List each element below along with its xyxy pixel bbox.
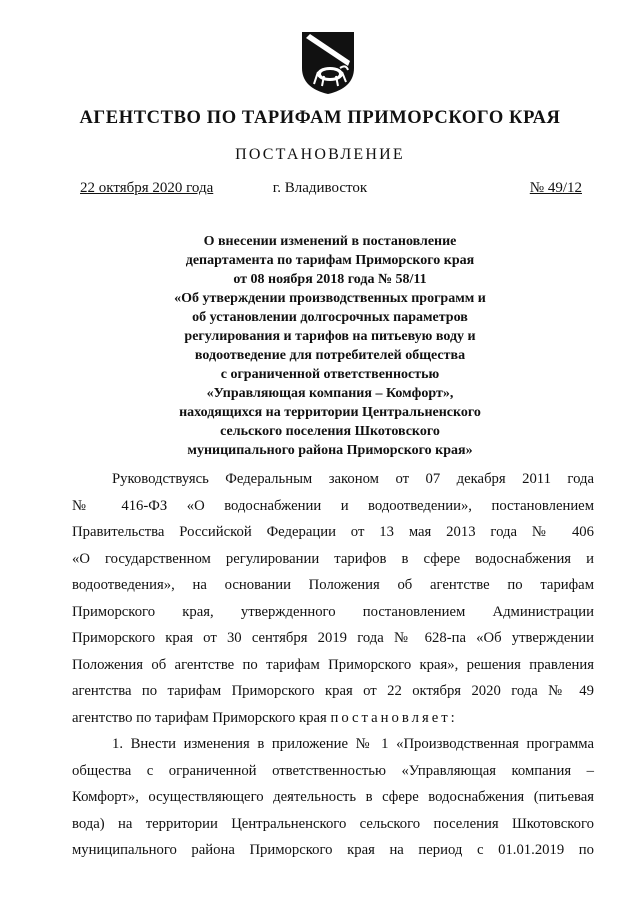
title-line: регулирования и тарифов на питьевую воду и: [184, 329, 476, 344]
body-line: Правительства Российской Федерации от 13 мая 2013 года № 406: [72, 524, 594, 540]
decree-city: г. Владивосток: [272, 180, 368, 196]
body-line: муниципального района Приморского края на период с 01.01.2019 по: [72, 842, 594, 858]
body-line: Комфорт», осуществляющего деятельность в сфере водоснабжения (питьевая: [72, 789, 594, 805]
decree-date: 22 октября 2020 года: [80, 180, 214, 196]
body-line: вода) на территории Центральненского сельского поселения Шкотовского: [72, 815, 594, 832]
title-line: департамента по тарифам Приморского края: [185, 253, 475, 268]
title-line: с ограниченной ответственностью: [220, 367, 440, 382]
title-line: «Управляющая компания – Комфорт»,: [206, 386, 454, 401]
resolves-verb: постановляет:: [330, 709, 458, 726]
body-line: Приморского края, утвержденного постановлением Администрации: [72, 603, 594, 620]
body-line: Положения об агентстве по тарифам Приморского края», решения правления: [72, 656, 594, 673]
title-line: О внесении изменений в постановление: [203, 234, 457, 249]
body-line: «О государственном регулировании тарифов в сфере водоснабжения и: [72, 550, 594, 567]
decree-title: [110, 232, 550, 460]
document-type: ПОСТАНОВЛЕНИЕ: [235, 146, 405, 163]
decree-body: [72, 466, 594, 864]
body-line: водоотведения», на основании Положения об агентстве по тарифам: [72, 577, 594, 593]
body-line: № 416-ФЗ «О водоснабжении и водоотведении», постановлением: [72, 497, 594, 514]
title-line: «Об утверждении производственных программ и: [174, 291, 486, 306]
title-line: сельского поселения Шкотовского: [220, 424, 440, 439]
title-line: находящихся на территории Центральненского: [179, 405, 481, 420]
body-line: Руководствуясь Федеральным законом от 07 декабря 2011 года: [112, 471, 594, 487]
title-line: об установлении долгосрочных параметров: [192, 310, 468, 325]
title-line: водоотведение для потребителей общества: [194, 348, 466, 363]
body-line: 1. Внести изменения в приложение № 1 «Производственная программа: [112, 736, 594, 752]
title-line: от 08 ноября 2018 года № 58/11: [233, 272, 427, 287]
coat-of-arms-emblem: [296, 28, 360, 96]
body-line: агентства по тарифам Приморского края от 22 октября 2020 года № 49: [72, 683, 594, 699]
title-line: муниципального района Приморского края»: [187, 443, 473, 458]
body-line-final: [72, 705, 594, 732]
body-line: Приморского края от 30 сентября 2019 года № 628-па «Об утверждении: [72, 630, 594, 646]
agency-name: АГЕНТСТВО ПО ТАРИФАМ ПРИМОРСКОГО КРАЯ: [79, 108, 561, 128]
decree-number: № 49/12: [529, 180, 582, 196]
body-line: общества с ограниченной ответственностью «Управляющая компания –: [72, 762, 594, 779]
body-line-text: агентство по тарифам Приморского края: [72, 709, 327, 726]
